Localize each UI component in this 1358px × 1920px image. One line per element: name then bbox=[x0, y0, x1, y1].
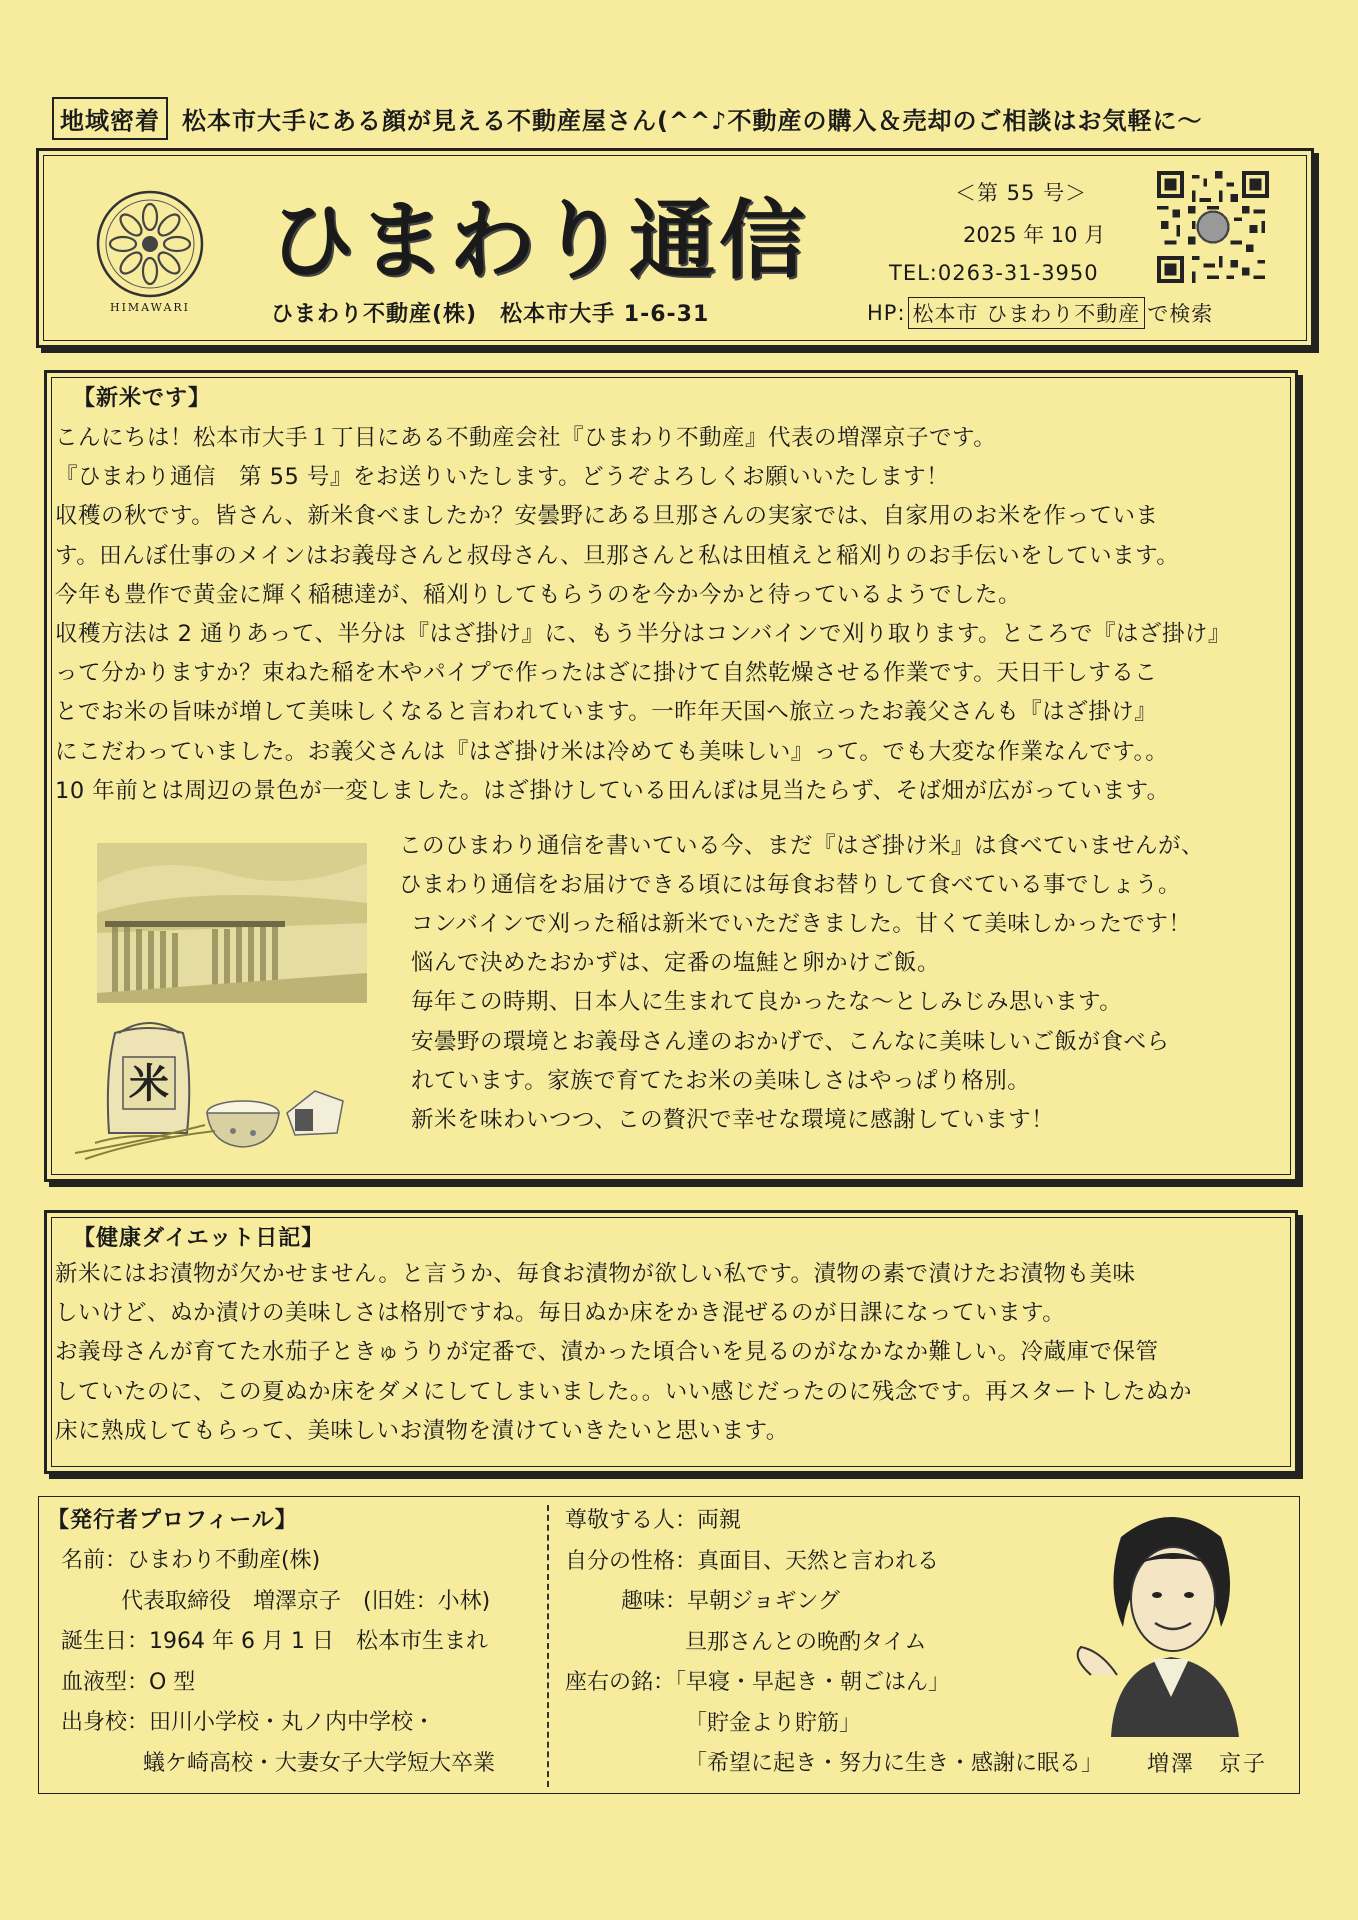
paragraph-line: 床に熟成してもらって、美味しいお漬物を漬けていきたいと思います。 bbox=[55, 1417, 789, 1444]
paragraph-line: 悩んで決めたおかずは、定番の塩鮭と卵かけご飯。 bbox=[411, 950, 941, 977]
article-title: 【健康ダイエット日記】 bbox=[73, 1226, 325, 1251]
paragraph-line: コンバインで刈った稲は新米でいただきました。甘くて美味しかったです！ bbox=[411, 911, 1192, 937]
paragraph-line: お義母さんが育てた水茄子ときゅうりが定番で、漬かった頃合いを見るのがなかなか難しい。冷蔵庫で保管 bbox=[55, 1339, 1159, 1366]
author-signature: 増澤 京子 bbox=[1147, 1752, 1268, 1777]
rice-harvest-illustration bbox=[75, 843, 375, 1163]
qr-code-icon bbox=[1157, 171, 1269, 283]
portrait-illustration bbox=[1061, 1507, 1271, 1737]
paragraph-line: 新米を味わいつつ、この贅沢で幸せな環境に感謝しています！ bbox=[411, 1107, 1055, 1134]
tagline-text: 松本市大手にある顔が見える不動産屋さん(^^♪不動産の購入＆売却のご相談はお気軽に～ bbox=[182, 106, 1203, 135]
profile-school: 出身校：田川小学校・丸ノ内中学校・ bbox=[61, 1710, 436, 1735]
paragraph-line: 毎年この時期、日本人に生まれて良かったな～としみじみ思います。 bbox=[411, 989, 1123, 1016]
paragraph-line: 収穫の秋です。皆さん、新米食べましたか？安曇野にある旦那さんの実家では、自家用のお米を作っていま bbox=[55, 503, 1159, 530]
newsletter-title: ひまわり通信 bbox=[269, 190, 809, 291]
issue-number: ＜第 55 号＞ bbox=[955, 181, 1088, 205]
tagline bbox=[52, 98, 1312, 138]
paragraph-line: ひまわり通信をお届けできる頃には毎食お替りして食べている事でしょう。 bbox=[399, 872, 1182, 899]
article-new-rice bbox=[44, 370, 1298, 1182]
paragraph-line: このひまわり通信を書いている今、まだ『はざ掛け米』は食べていませんが、 bbox=[399, 833, 1205, 859]
homepage-search bbox=[867, 297, 1213, 329]
paragraph-line: していたのに、この夏ぬか床をダメにしてしまいました。。いい感じだったのに残念です。再スタートしたぬか bbox=[55, 1378, 1192, 1405]
profile-respect: 尊敬する人：両親 bbox=[565, 1508, 742, 1533]
profile-left-column bbox=[61, 1541, 495, 1784]
paragraph-line: 安曇野の環境とお義母さん達のおかげで、こんなに美味しいご飯が食べら bbox=[411, 1028, 1170, 1055]
profile-right-column bbox=[565, 1501, 1103, 1785]
profile-name: 名前：ひまわり不動産(株) bbox=[61, 1548, 321, 1573]
profile-motto-2: 「貯金より貯筋」 bbox=[685, 1710, 862, 1736]
sunflower-logo-icon bbox=[95, 189, 205, 299]
profile-title: 【発行者プロフィール】 bbox=[47, 1508, 298, 1533]
paragraph-line: れています。家族で育てたお米の美味しさはやっぱり格別。 bbox=[411, 1067, 1031, 1094]
masthead bbox=[36, 148, 1314, 348]
article-body bbox=[55, 419, 1231, 811]
profile-birthday: 誕生日：1964 年 6 月 1 日 松本市生まれ bbox=[61, 1629, 488, 1654]
publisher-profile bbox=[38, 1496, 1300, 1794]
rice-bag-label: 米 bbox=[129, 1061, 169, 1107]
paragraph-line: 収穫方法は 2 通りあって、半分は『はざ掛け』に、もう半分はコンバインで刈り取ります。ところで『はざ掛け』 bbox=[55, 621, 1231, 648]
profile-hobby-cont: 旦那さんとの晩酌タイム bbox=[685, 1629, 927, 1655]
profile-personality: 自分の性格：真面目、天然と言われる bbox=[565, 1548, 940, 1574]
rice-bowl-icon bbox=[207, 1101, 279, 1147]
article-body-indent bbox=[411, 905, 1191, 1140]
article-diet-diary bbox=[44, 1210, 1298, 1474]
hp-suffix: で検索 bbox=[1147, 302, 1214, 326]
paragraph-line: って分かりますか？束ねた稲を木やパイプで作ったはざに掛けて自然乾燥させる作業です。天日干しするこ bbox=[55, 660, 1158, 687]
paragraph-line: す。田んぼ仕事のメインはお義母さんと叔母さん、旦那さんと私は田植えと稲刈りのお手伝いをしています。 bbox=[55, 542, 1180, 569]
telephone: TEL:0263-31-3950 bbox=[889, 261, 1099, 285]
local-tag: 地域密着 bbox=[52, 97, 168, 140]
paragraph-line: 10 年前とは周辺の景色が一変しました。はざ掛けしている田んぼは見当たらず、そば畑が広がっています。 bbox=[55, 777, 1170, 804]
logo-caption: HIMAWARI bbox=[109, 301, 191, 314]
paragraph-line: しいけど、ぬか漬けの美味しさは格別ですね。毎日ぬか床をかき混ぜるのが日課になっています。 bbox=[55, 1300, 1066, 1327]
profile-motto-3: 「希望に起き・努力に生き・感謝に眠る」 bbox=[685, 1751, 1104, 1776]
paragraph-line: とでお米の旨味が増して美味しくなると言われています。一昨年天国へ旅立ったお義父さんも『はざ掛け』 bbox=[55, 699, 1158, 726]
article-body bbox=[55, 1255, 1192, 1451]
article-body-indent bbox=[399, 827, 1204, 905]
paragraph-line: 『ひまわり通信 第 55 号』をお送りいたします。どうぞよろしくお願いいたします！ bbox=[55, 464, 950, 491]
rice-ball-icon bbox=[287, 1091, 343, 1135]
company-address: ひまわり不動産(株) 松本市大手 1-6-31 bbox=[271, 302, 710, 327]
article-title: 【新米です】 bbox=[73, 386, 212, 411]
paragraph-line: にこだわっていました。お義父さんは『はざ掛け米は冷めても美味しい』って。でも大変な作業なんです。。 bbox=[55, 738, 1169, 765]
column-divider bbox=[547, 1505, 549, 1787]
profile-representative: 代表取締役 増澤京子 (旧姓：小林) bbox=[121, 1588, 491, 1614]
hazakake-photo bbox=[97, 843, 367, 1003]
profile-motto: 座右の銘：「早寝・早起き・朝ごはん」 bbox=[565, 1670, 951, 1695]
paragraph-line: こんにちは！松本市大手１丁目にある不動産会社『ひまわり不動産』代表の増澤京子です。 bbox=[55, 425, 997, 451]
profile-hobby: 趣味：早朝ジョギング bbox=[621, 1589, 840, 1614]
hp-search-term: 松本市 ひまわり不動産 bbox=[908, 297, 1146, 329]
paragraph-line: 新米にはお漬物が欠かせません。と言うか、毎食お漬物が欲しい私です。漬物の素で漬けたお漬物も美味 bbox=[55, 1261, 1136, 1287]
profile-school-cont: 蟻ケ崎高校・大妻女子大学短大卒業 bbox=[143, 1750, 496, 1776]
paragraph-line: 今年も豊作で黄金に輝く稲穂達が、稲刈りしてもらうのを今か今かと待っているようでした。 bbox=[55, 581, 1022, 608]
issue-date: 2025 年 10 月 bbox=[963, 223, 1106, 247]
hp-label: HP: bbox=[867, 301, 906, 325]
profile-blood-type: 血液型：O 型 bbox=[61, 1669, 196, 1695]
